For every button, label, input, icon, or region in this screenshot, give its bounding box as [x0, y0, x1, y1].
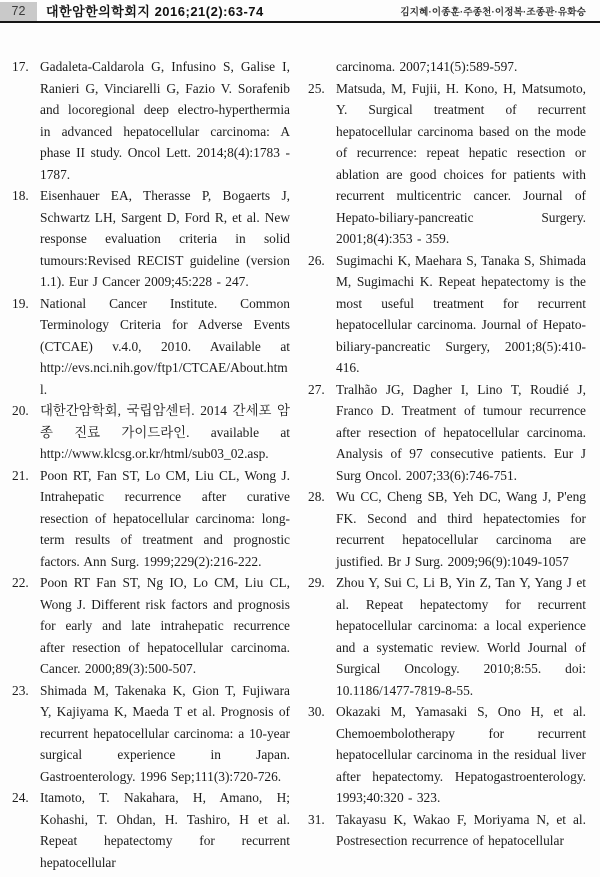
reference-number: 19.	[12, 295, 29, 311]
reference-text: Gadaleta-Caldarola G, Infusino S, Galise I, Ranieri G, Vinciarelli G, Fazio V. Sorafenib and locoregional deep electro-hyperthermia in advanced hepatocellular carcinoma: A phase II study. Oncol Lett. 2014;8(4):1783 - 1787.	[40, 59, 290, 182]
reference-text: Itamoto, T. Nakahara, H, Amano, H; Kohashi, T. Ohdan, H. Tashiro, H et al. Repeat hepatectomy for recurrent hepatocellular	[40, 790, 290, 870]
reference-item	[308, 56, 586, 78]
reference-item	[308, 809, 586, 852]
reference-item	[308, 250, 586, 379]
reference-item	[308, 486, 586, 572]
references-left-column	[12, 56, 290, 873]
reference-number: 30.	[308, 704, 325, 719]
reference-number: 29.	[308, 575, 325, 590]
reference-text: Tralhão JG, Dagher I, Lino T, Roudié J, Franco D. Treatment of tumour recurrence after resection of hepatocellular carcinoma. Analysis of 97 consecutive patients. Eur J Surg Oncol. 2007;33(6):746-751.	[336, 381, 586, 483]
reference-item	[308, 572, 586, 701]
reference-text: Eisenhauer EA, Therasse P, Bogaerts J, Schwartz LH, Sargent D, Ford R, et al. New response evaluation criteria in solid tumours:Revised RECIST guideline (version 1.1). Eur J Cancer 2009;45:228 - 247.	[40, 188, 290, 289]
reference-item	[12, 572, 290, 680]
reference-text: National Cancer Institute. Common Terminology Criteria for Adverse Events (CTCAE) v.4.0, 2010. Available at http://evs.nci.nih.gov/ftp1/CTCAE/About.html.	[40, 295, 290, 397]
reference-text: Okazaki M, Yamasaki S, Ono H, et al. Chemoembolotherapy for recurrent hepatocellular carcinoma in the residual liver after hepatectomy. Hepatogastroenterology. 1993;40:320 - 323.	[336, 704, 586, 805]
journal-citation: 대한암한의학회지 2016;21(2):63-74	[46, 4, 264, 19]
reference-item	[12, 787, 290, 873]
reference-number: 17.	[12, 59, 29, 74]
reference-item	[308, 701, 586, 809]
authors-list: 김지혜·이종훈·주종천·이정복·조종관·유화승	[400, 6, 586, 18]
reference-number: 21.	[12, 467, 29, 483]
reference-item	[12, 56, 290, 185]
reference-text: 대한간암학회, 국립암센터. 2014 간세포 암종 진료 가이드라인. available at http://www.klcsg.or.kr/html/sub03_02.asp.	[40, 403, 290, 461]
references-section	[0, 23, 600, 873]
reference-item	[308, 379, 586, 487]
reference-number: 18.	[12, 188, 29, 203]
reference-text: carcinoma. 2007;141(5):589-597.	[336, 59, 518, 74]
reference-number: 26.	[308, 252, 325, 268]
reference-item	[12, 465, 290, 573]
reference-item	[12, 400, 290, 465]
reference-item	[12, 680, 290, 788]
reference-text: Sugimachi K, Maehara S, Tanaka S, Shimada M, Sugimachi K. Repeat hepatectomy is the most useful treatment for recurrent hepatocellular carcinoma. Journal of Hepato-biliary-pancreatic Surgery, 2001;8(5):410-416.	[336, 252, 586, 375]
reference-text: Zhou Y, Sui C, Li B, Yin Z, Tan Y, Yang J et al. Repeat hepatectomy for recurrent hepatocellular carcinoma: a local experience and a systematic review. World Journal of Surgical Oncology. 2010;8:55. doi: 10.1186/1477-7819-8-55.	[336, 575, 586, 698]
reference-number: 24.	[12, 790, 29, 805]
page-number: 72	[0, 2, 37, 21]
references-right-column	[308, 56, 586, 873]
reference-text: Matsuda, M, Fujii, H. Kono, H, Matsumoto, Y. Surgical treatment of recurrent hepatocellular carcinoma based on the mode of recurrence: repeat hepatic resection or ablation are good choices for patients with recurrent multicentric cancer. Journal of Hepato-biliary-pancreatic Surgery. 2001;8(4):353 - 359.	[336, 80, 586, 246]
reference-text: Shimada M, Takenaka K, Gion T, Fujiwara Y, Kajiyama K, Maeda T et al. Prognosis of recurrent hepatocellular carcinoma: a 10-year surgical experience in Japan. Gastroenterology. 1996 Sep;111(3):720-726.	[40, 682, 290, 784]
reference-number: 25.	[308, 80, 325, 96]
reference-item	[308, 78, 586, 250]
reference-text: Poon RT, Fan ST, Lo CM, Liu CL, Wong J. Intrahepatic recurrence after curative resection of hepatocellular carcinoma: long-term results of treatment and prognostic factors. Ann Surg. 1999;229(2):216-222.	[40, 467, 290, 569]
reference-text: Takayasu K, Wakao F, Moriyama N, et al. Postresection recurrence of hepatocellular	[336, 811, 586, 848]
page-header	[0, 0, 600, 23]
reference-number: 31.	[308, 811, 325, 827]
reference-item	[12, 293, 290, 401]
reference-text: Wu CC, Cheng SB, Yeh DC, Wang J, P'eng FK. Second and third hepatectomies for recurrent hepatocellular carcinoma are justified. Br J Surg. 2009;96(9):1049-1057	[336, 489, 586, 569]
reference-number: 22.	[12, 575, 29, 590]
reference-item	[12, 185, 290, 293]
reference-number: 27.	[308, 381, 325, 397]
reference-number: 28.	[308, 489, 325, 504]
reference-number: 23.	[12, 682, 29, 698]
reference-number: 20.	[12, 403, 29, 418]
reference-text: Poon RT Fan ST, Ng IO, Lo CM, Liu CL, Wong J. Different risk factors and prognosis for early and late intrahepatic recurrence after resection of hepatocellular carcinoma. Cancer. 2000;89(3):500-507.	[40, 575, 290, 676]
